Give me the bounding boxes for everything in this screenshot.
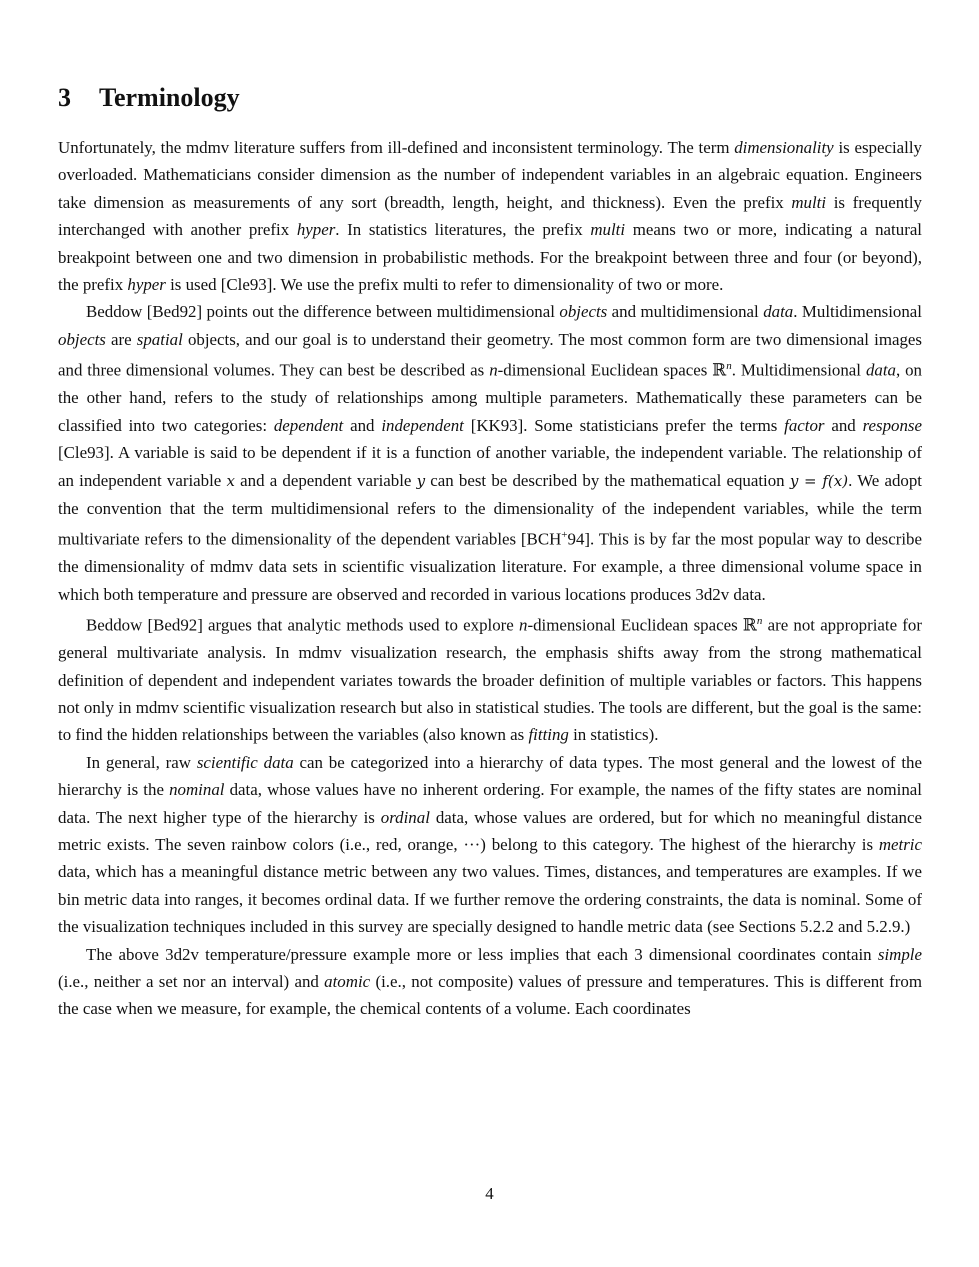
body-text <box>58 134 922 1023</box>
paragraph <box>58 298 922 608</box>
text-run: . In statistics literatures, the prefix <box>335 220 591 240</box>
text-run: The above 3d2v temperature/pressure example more or less implies that each 3 dimensional coordinates contain <box>86 944 878 964</box>
emphasis-text: metric <box>878 835 922 855</box>
emphasis-text: multi <box>590 220 626 240</box>
emphasis-text: multi <box>791 192 827 212</box>
emphasis-text: dimensionality <box>734 138 834 157</box>
text-run: Beddow [Bed92] points out the difference between multidimensional <box>86 302 560 322</box>
math-expression: y <box>416 471 426 490</box>
text-run: and <box>824 415 863 435</box>
text-run: in statistics). <box>568 725 659 745</box>
text-run: . Multidimensional <box>731 360 866 380</box>
text-run: . We adopt the convention that the term multidimensional refers to the dimensionality of the independent variables, while the term multivariate refers to the dimensionality of the dependent variables [BCH <box>58 470 922 549</box>
emphasis-text: nominal <box>169 780 225 800</box>
text-run: and <box>343 415 382 435</box>
math-expression: y = f(x) <box>789 471 849 490</box>
text-run: (i.e., not composite) values of pressure and temperatures. This is different from the case when we measure, for example, the chemical contents of a volume. Each coordinates <box>58 972 922 1019</box>
text-run: and a dependent variable <box>234 470 417 490</box>
emphasis-text: data <box>763 302 794 322</box>
emphasis-text: data <box>865 360 896 380</box>
paragraph <box>58 134 922 298</box>
emphasis-text: simple <box>877 944 922 964</box>
emphasis-text: spatial <box>136 329 183 349</box>
text-run: is frequently interchanged with another prefix <box>58 192 922 240</box>
emphasis-text: factor <box>784 415 825 435</box>
text-run: [KK93]. Some statisticians prefer the terms <box>463 415 785 435</box>
text-run: 94]. This is by far the most popular way to describe the dimensionality of mdmv data sets in scientific visualization literature. For example, a three dimensional volume space in which both temperature and pressure are observed and recorded in various locations produces 3d2v data. <box>58 529 922 604</box>
paragraph <box>58 749 922 941</box>
text-run: objects, and our goal is to understand their geometry. The most common form are two dimensional images and three dimensional volumes. They can best be described as <box>58 329 922 380</box>
emphasis-text: ordinal <box>380 807 430 827</box>
text-run: can be categorized into a hierarchy of data types. The most general and the lowest of the hierarchy is the <box>58 752 922 800</box>
text-run: data, whose values are ordered, but for which no meaningful distance metric exists. The seven rainbow colors (i.e., red, orange, ···) belong to this category. The highest of the hierarchy is <box>58 807 922 855</box>
emphasis-text: dependent <box>273 415 344 435</box>
text-run: can best be described by the mathematical equation <box>425 470 790 490</box>
text-run: Unfortunately, the mdmv literature suffers from ill-defined and inconsistent terminology. The term <box>58 138 735 157</box>
emphasis-text: objects <box>58 329 106 349</box>
text-run: are not appropriate for general multivariate analysis. In mdmv visualization research, the emphasis shifts away from the strong mathematical definition of dependent and independent variates towards the broader definition of multiple variables or factors. This happens not only in mdmv scientific visualization research but also in statistical studies. The tools are different, but the goal is the same: to find the hidden relationships between the variables (also known as <box>58 615 922 745</box>
section-title: Terminology <box>99 83 240 112</box>
emphasis-text: n <box>489 360 498 380</box>
text-run: Beddow [Bed92] argues that analytic methods used to explore <box>86 615 519 635</box>
paragraph <box>58 608 922 749</box>
emphasis-text: fitting <box>528 725 569 745</box>
emphasis-text: atomic <box>324 972 371 992</box>
text-run: data, whose values have no inherent ordering. For example, the names of the fifty states are nominal data. The next higher type of the hierarchy is <box>58 780 922 827</box>
section-number: 3 <box>58 83 71 112</box>
emphasis-text: n <box>726 360 732 373</box>
page-number: 4 <box>485 1184 494 1203</box>
text-run: (i.e., neither a set nor an interval) and <box>58 972 325 992</box>
emphasis-text: independent <box>381 415 464 435</box>
emphasis-text: response <box>862 415 922 435</box>
emphasis-text: n <box>756 615 763 628</box>
text-run: is especially overloaded. Mathematicians consider dimension as the number of independent variables in an algebraic equation. Engineers take dimension as measurements of any sort (breadth, length, height, and thickness). Even the prefix <box>58 138 922 212</box>
text-run: is used [Cle93]. We use the prefix multi to refer to dimensionality of two or more. <box>165 275 724 295</box>
text-run: and multidimensional <box>607 302 764 322</box>
text-run: In general, raw <box>86 752 197 772</box>
text-run: . Multidimensional <box>793 302 922 322</box>
text-run: [Cle93]. A variable is said to be dependent if it is a function of another variable, the independent variable. The relationship of an independent variable <box>58 443 922 490</box>
text-run: are <box>105 329 137 349</box>
emphasis-text: hyper <box>296 220 336 240</box>
text-run: -dimensional Euclidean spaces ℝ <box>497 360 727 380</box>
emphasis-text: objects <box>559 302 608 322</box>
emphasis-text: hyper <box>127 275 166 295</box>
text-run: means two or more, indicating a natural breakpoint between one and two dimension in probabilistic methods. For the breakpoint between three and four (or beyond), the prefix <box>58 220 923 295</box>
emphasis-text: scientific data <box>196 752 294 772</box>
emphasis-text: n <box>519 615 528 635</box>
section-heading <box>58 80 240 116</box>
paragraph <box>58 941 922 1023</box>
text-run: + <box>561 529 568 542</box>
text-run: -dimensional Euclidean spaces ℝ <box>527 615 757 635</box>
math-expression: x <box>226 471 235 490</box>
text-run: data, which has a meaningful distance metric between any two values. Times, distances, and temperatures are examples. If we bin metric data into ranges, it becomes ordinal data. If we further remove the ordering constraints, the data is nominal. Some of the visualization techniques included in this survey are specially designed to handle metric data (see Sections 5.2.2 and 5.2.9.) <box>58 862 922 937</box>
text-run: , on the other hand, refers to the study of relationships among multiple parameters. Mathematically these parameters can be classified into two categories: <box>58 360 923 435</box>
